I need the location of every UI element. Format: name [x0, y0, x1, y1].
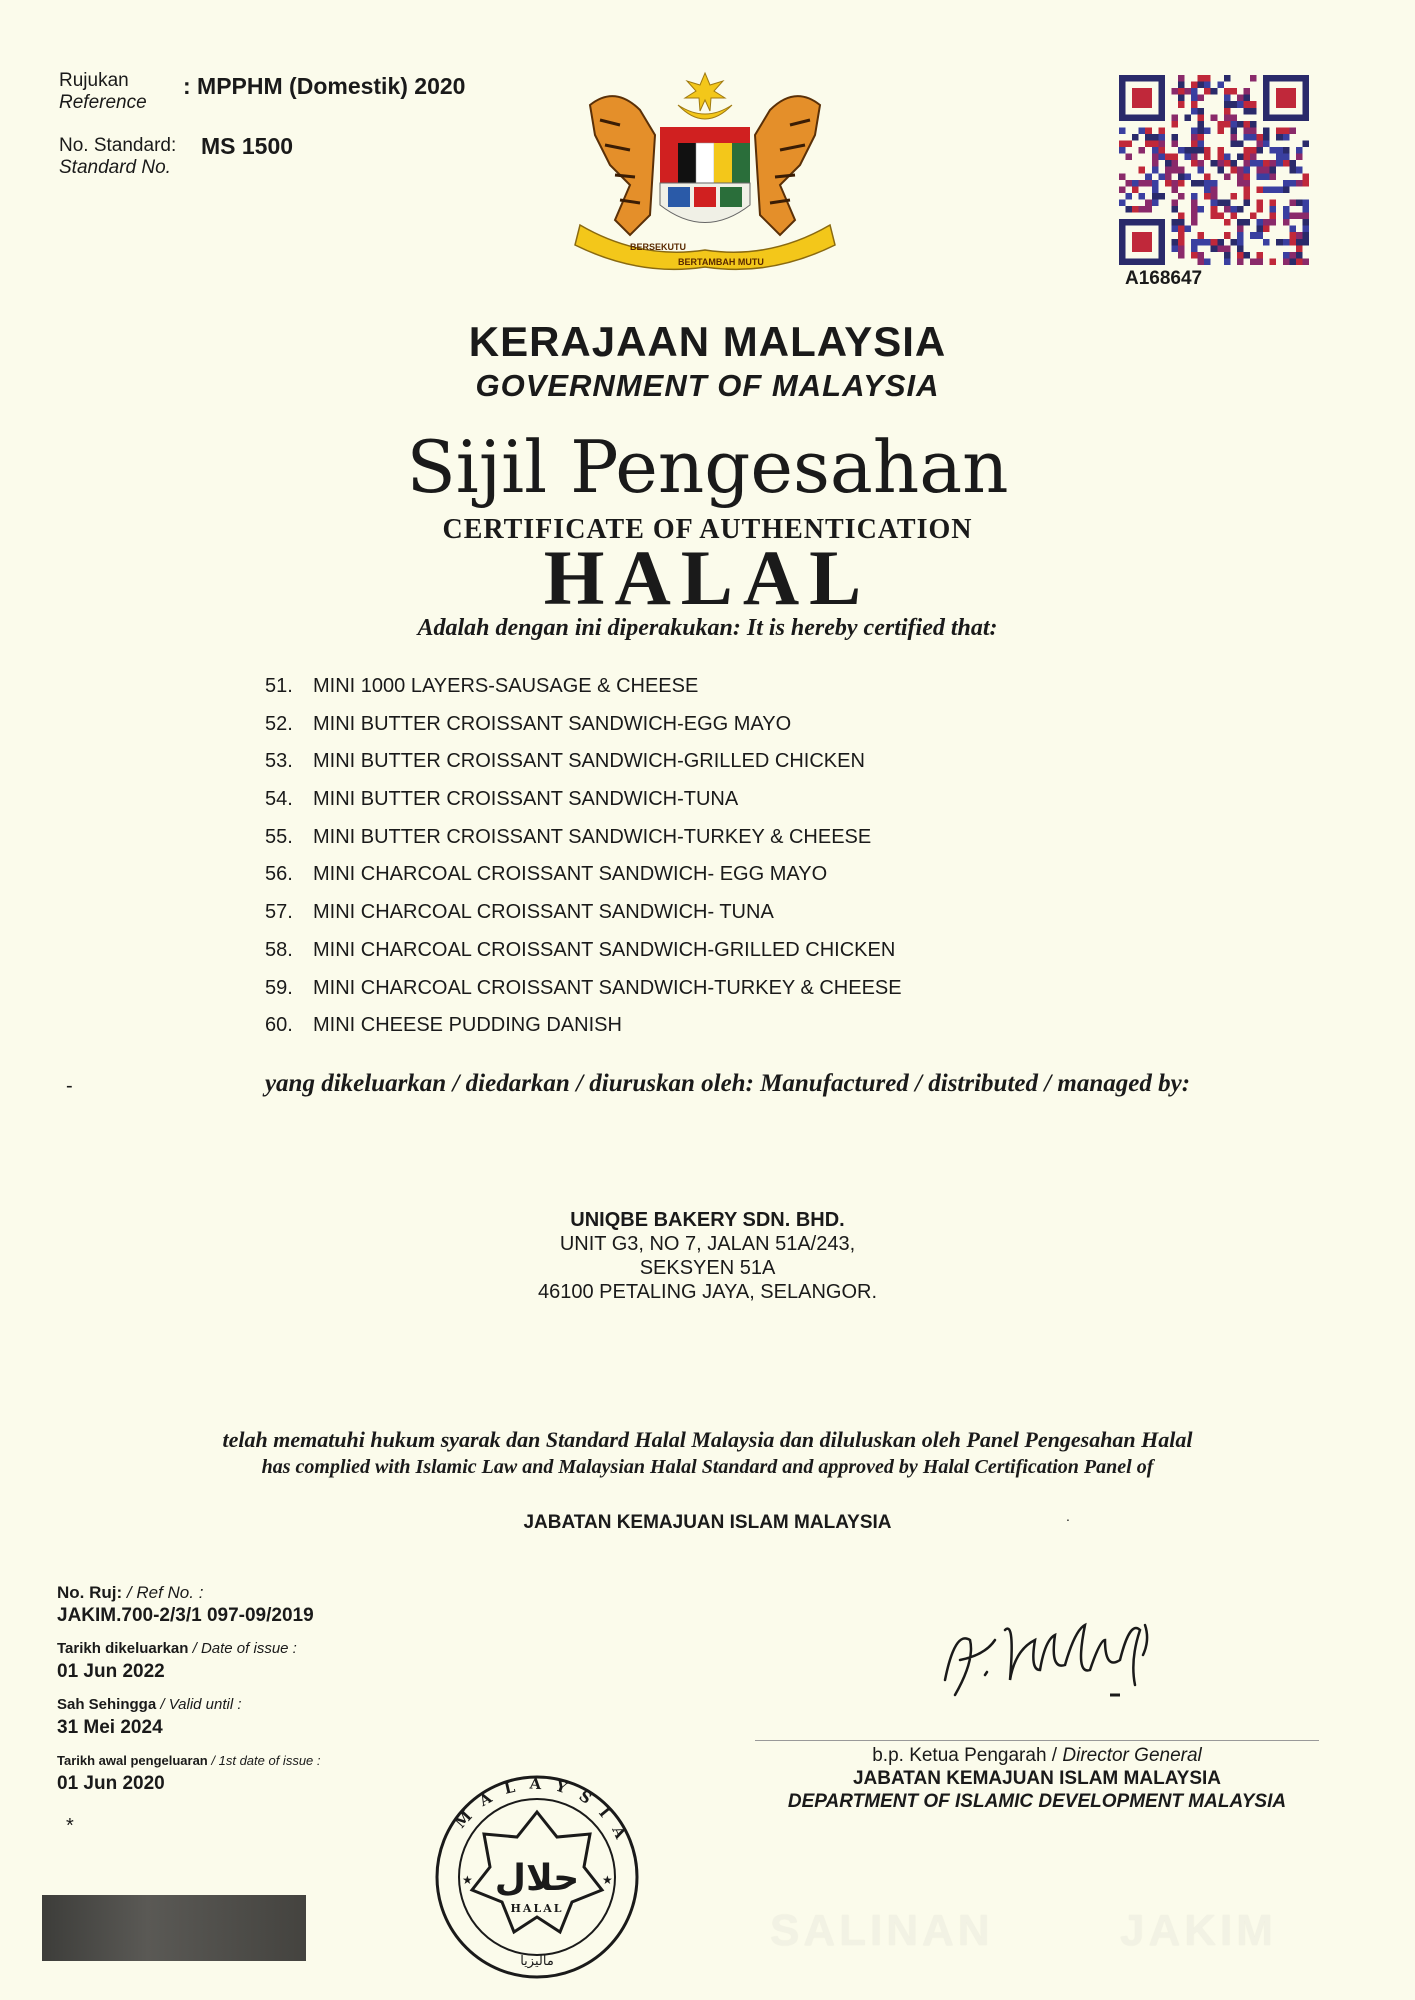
certified-statement: Adalah dengan ini diperakukan: It is hereby certified that: [417, 615, 998, 641]
valid-until-label: Sah Sehingga / Valid until : [57, 1696, 242, 1713]
list-item [265, 706, 902, 744]
certificate-details [57, 1582, 321, 1806]
product-name: MINI CHARCOAL CROISSANT SANDWICH- TUNA [313, 901, 774, 924]
product-number: 54. [265, 788, 293, 811]
product-number: 59. [265, 976, 293, 999]
crest-motto-center: BERTAMBAH MUTU [678, 257, 764, 267]
logo-star-left: ★ [462, 1873, 473, 1887]
list-item [265, 970, 902, 1008]
valid-until-value: 31 Mei 2024 [57, 1717, 163, 1738]
company-address-line: UNIT G3, NO 7, JALAN 51A/243, [559, 1233, 856, 1255]
list-item [265, 743, 902, 781]
product-name: MINI 1000 LAYERS-SAUSAGE & CHEESE [313, 675, 699, 697]
product-number: 53. [265, 750, 293, 773]
compliance-statement-malay: telah mematuhi hukum syarak dan Standard Halal Malaysia dan diluluskan oleh Panel Pengesahan Halal [222, 1427, 1193, 1452]
halal-logo [432, 1772, 642, 1982]
company-address-line: 46100 PETALING JAYA, SELANGOR. [537, 1281, 878, 1303]
logo-arabic-halal: حلال [494, 1858, 580, 1899]
malaysia-coat-of-arms [560, 65, 850, 275]
list-item [265, 856, 902, 894]
crest-motto-left: BERSEKUTU [630, 242, 687, 252]
halal-heading: HALAL [543, 534, 872, 621]
product-name: MINI CHARCOAL CROISSANT SANDWICH-GRILLED CHICKEN [313, 938, 896, 961]
first-issue-value: 01 Jun 2020 [57, 1773, 165, 1794]
product-number: 58. [265, 938, 293, 961]
company-address-line: SEKSYEN 51A [639, 1257, 776, 1279]
logo-ring-text: MALAYSIA [451, 1774, 636, 1855]
signatory-role: b.p. Ketua Pengarah / Director General [872, 1745, 1202, 1766]
product-name: MINI BUTTER CROISSANT SANDWICH-TURKEY & CHEESE [313, 825, 872, 848]
product-name: MINI CHARCOAL CROISSANT SANDWICH-TURKEY & CHEESE [313, 976, 902, 999]
list-item [265, 668, 902, 706]
redaction-bar [42, 1895, 306, 1961]
product-number: 55. [265, 825, 293, 848]
list-item [265, 781, 902, 819]
product-number: 60. [265, 1014, 293, 1037]
ref-no-label: No. Ruj: / Ref No. : [57, 1583, 204, 1602]
asterisk-mark: * [66, 1815, 74, 1837]
logo-arabic-malaysia: ماليزيا [520, 1954, 554, 1969]
watermark-text: JAKIM [1120, 1906, 1277, 1955]
company-block [0, 1208, 1415, 1304]
logo-star-right: ★ [602, 1873, 613, 1887]
product-number: 51. [265, 675, 293, 697]
title-english: GOVERNMENT OF MALAYSIA [475, 368, 940, 403]
list-item [265, 819, 902, 857]
product-name: MINI CHEESE PUDDING DANISH [313, 1014, 622, 1037]
product-number: 52. [265, 712, 293, 735]
product-name: MINI BUTTER CROISSANT SANDWICH-TUNA [313, 788, 739, 811]
issuing-authority: JABATAN KEMAJUAN ISLAM MALAYSIA [523, 1512, 892, 1533]
first-issue-label: Tarikh awal pengeluaran / 1st date of issue : [57, 1753, 321, 1768]
standard-label: No. Standard: Standard No. [59, 135, 177, 178]
product-name: MINI BUTTER CROISSANT SANDWICH-GRILLED CHICKEN [313, 750, 865, 773]
certificate-title-malay: Sijil Pengesahan [406, 425, 1009, 509]
product-number: 56. [265, 863, 293, 886]
dash-mark: - [66, 1075, 73, 1097]
company-name: UNIQBE BAKERY SDN. BHD. [570, 1209, 845, 1231]
compliance-statement-english: has complied with Islamic Law and Malaysian Halal Standard and approved by Halal Certification Panel of [261, 1456, 1154, 1478]
product-number: 57. [265, 901, 293, 924]
reference-value: : MPPHM (Domestik) 2020 [183, 73, 466, 99]
ref-no-value: JAKIM.700-2/3/1 097-09/2019 [57, 1605, 314, 1626]
watermark-text: SALINAN [770, 1906, 994, 1955]
standard-value: MS 1500 [201, 133, 294, 159]
product-name: MINI CHARCOAL CROISSANT SANDWICH- EGG MAYO [313, 863, 828, 886]
product-list [265, 668, 902, 1045]
dot-mark: . [1066, 1508, 1070, 1524]
issue-date-label: Tarikh dikeluarkan / Date of issue : [57, 1640, 297, 1657]
reference-label: Rujukan Reference [59, 70, 147, 113]
signatory-department-english: DEPARTMENT OF ISLAMIC DEVELOPMENT MALAYSIA [787, 1791, 1287, 1812]
list-item [265, 932, 902, 970]
issue-date-value: 01 Jun 2022 [57, 1661, 165, 1682]
signature [925, 1600, 1185, 1710]
product-name: MINI BUTTER CROISSANT SANDWICH-EGG MAYO [313, 712, 792, 735]
signatory-department-malay: JABATAN KEMAJUAN ISLAM MALAYSIA [852, 1768, 1222, 1789]
list-item [265, 1007, 902, 1045]
signatory-block [755, 1744, 1319, 1813]
serial-number: A168647 [1125, 268, 1203, 289]
list-item [265, 894, 902, 932]
manufactured-by-statement: yang dikeluarkan / diedarkan / diuruskan oleh: Manufactured / distributed / managed by: [264, 1070, 1191, 1097]
certificate-title-english: CERTIFICATE OF AUTHENTICATION [442, 514, 973, 545]
title-malay: KERAJAAN MALAYSIA [468, 318, 947, 365]
signature-line [755, 1740, 1319, 1741]
logo-latin-halal: HALAL [510, 1902, 564, 1915]
qr-code[interactable] [1118, 75, 1310, 265]
